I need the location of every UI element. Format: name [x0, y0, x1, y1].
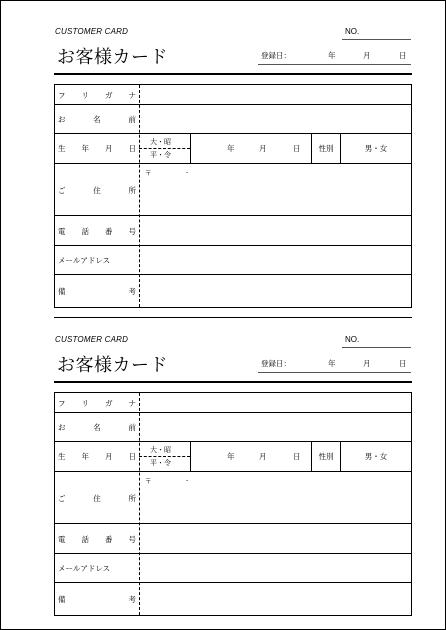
postal-dash: - — [186, 168, 189, 176]
address-label: ご 住 所 — [58, 493, 136, 503]
remarks-row[interactable] — [55, 583, 411, 615]
era-taisho-showa[interactable]: 大・昭 — [150, 138, 171, 146]
email-label: メールアドレス — [58, 256, 111, 265]
registration-date-label: 登録日： — [261, 359, 291, 368]
dob-day-label: 日 — [293, 452, 301, 461]
era-selector[interactable] — [139, 134, 191, 163]
birthday-label: 生 年 月 日 — [58, 144, 136, 153]
registration-day-label: 日 — [399, 359, 407, 368]
card-number-label: NO. — [345, 335, 360, 344]
registration-month-label: 月 — [363, 359, 371, 368]
era-selector[interactable] — [139, 442, 191, 471]
birthday-row — [55, 134, 411, 164]
phone-row[interactable] — [55, 216, 411, 246]
customer-info-table — [54, 84, 412, 308]
sex-label: 性別 — [311, 442, 341, 471]
dob-day-label: 日 — [293, 144, 301, 153]
birthday-label: 生 年 月 日 — [58, 452, 136, 461]
postal-mark: 〒 — [145, 477, 152, 485]
dob-year-label: 年 — [227, 452, 235, 461]
name-row[interactable] — [55, 413, 411, 442]
furigana-label: フ リ ガ ナ — [58, 90, 136, 100]
remarks-row[interactable] — [55, 275, 411, 307]
email-label: メールアドレス — [58, 564, 111, 573]
sex-label: 性別 — [311, 134, 341, 163]
remarks-label: 備 考 — [58, 286, 136, 296]
address-row[interactable] — [55, 472, 411, 524]
postal-mark: 〒 — [145, 169, 152, 177]
email-row[interactable] — [55, 554, 411, 583]
customer-card-1 — [1, 1, 446, 311]
era-taisho-showa[interactable]: 大・昭 — [150, 446, 171, 454]
era-heisei-reiwa[interactable]: 平・令 — [150, 151, 171, 159]
dob-year-label: 年 — [227, 144, 235, 153]
sex-selector[interactable]: 男・女 — [364, 452, 388, 461]
title-rule — [54, 381, 412, 383]
registration-day-label: 日 — [399, 51, 407, 60]
email-row[interactable] — [55, 246, 411, 275]
registration-date-field[interactable] — [258, 64, 411, 65]
name-label: お 名 前 — [58, 115, 136, 124]
card-title: お客様カード — [57, 355, 168, 376]
dob-month-label: 月 — [259, 452, 267, 461]
furigana-row[interactable] — [55, 85, 411, 105]
furigana-row[interactable] — [55, 393, 411, 413]
card-english-title: CUSTOMER CARD — [55, 335, 129, 344]
postal-dash: - — [186, 476, 189, 484]
card-number-label: NO. — [345, 27, 360, 36]
title-rule — [54, 73, 412, 75]
registration-date-label: 登録日： — [261, 51, 291, 60]
card-title: お客様カード — [57, 47, 168, 68]
dob-month-label: 月 — [259, 144, 267, 153]
furigana-label: フ リ ガ ナ — [58, 398, 136, 408]
name-row[interactable] — [55, 105, 411, 134]
sex-selector[interactable]: 男・女 — [364, 144, 388, 153]
birthday-row — [55, 442, 411, 472]
address-label: ご 住 所 — [58, 185, 136, 195]
registration-year-label: 年 — [328, 51, 336, 60]
registration-year-label: 年 — [328, 359, 336, 368]
card-number-field[interactable] — [342, 347, 411, 348]
phone-label: 電 話 番 号 — [58, 534, 136, 544]
card-english-title: CUSTOMER CARD — [55, 27, 129, 36]
card-number-field[interactable] — [342, 39, 411, 40]
name-label: お 名 前 — [58, 423, 136, 432]
registration-date-field[interactable] — [258, 372, 411, 373]
customer-card-2 — [1, 309, 446, 619]
phone-label: 電 話 番 号 — [58, 226, 136, 236]
customer-info-table — [54, 392, 412, 616]
registration-month-label: 月 — [363, 51, 371, 60]
era-heisei-reiwa[interactable]: 平・令 — [150, 459, 171, 467]
phone-row[interactable] — [55, 524, 411, 554]
address-row[interactable] — [55, 164, 411, 216]
remarks-label: 備 考 — [58, 594, 136, 604]
